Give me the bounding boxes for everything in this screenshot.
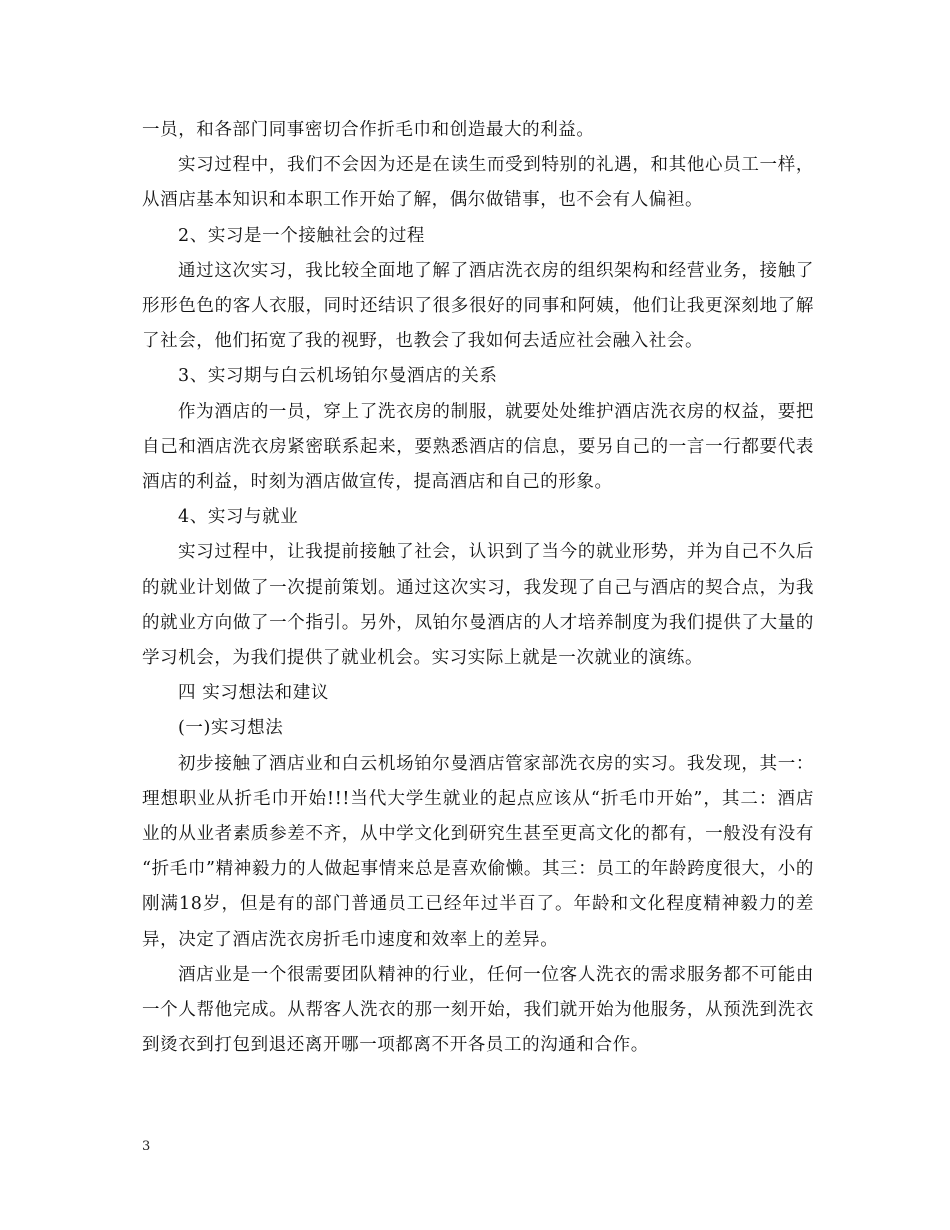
paragraph-understanding-society: 通过这次实习，我比较全面地了解了酒店洗衣房的组织架构和经营业务，接触了形形色色的客人衣服，同时还结识了很多很好的同事和阿姨，他们让我更深刻地了解了社会，他们拓宽了我的视野，也教会了我如何去适应社会融入社会。 <box>142 260 814 352</box>
paragraph-internship-treatment: 实习过程中，我们不会因为还是在读生而受到特别的礼遇，和其他心员工一样，从酒店基本知识和本职工作开始了解，偶尔做错事，也不会有人偏袒。 <box>142 155 814 211</box>
heading-hotel-relationship: 3、实习期与白云机场铂尔曼酒店的关系 <box>178 366 498 387</box>
section-heading-thoughts-suggestions: 四 实习想法和建议 <box>178 683 329 704</box>
paragraph-team-spirit: 酒店业是一个很需要团队精神的行业，任何一位客人洗衣的需求服务都不可能由一个人帮他完成。从帮客人洗衣的那一刻开始，我们就开始为他服务，从预洗到洗衣到烫衣到打包到退还离开哪一项都离不开各员工的沟通和合作。 <box>142 964 814 1056</box>
page-number: 3 <box>142 1139 151 1154</box>
subheading-internship-thoughts: (一)实习想法 <box>178 718 284 739</box>
heading-internship-society: 2、实习是一个接触社会的过程 <box>178 225 426 246</box>
paragraph-hotel-member: 作为酒店的一员，穿上了洗衣房的制服，就要处处维护酒店洗衣房的权益，要把自己和酒店洗衣房紧密联系起来，要熟悉酒店的信息，要另自己的一言一行都要代表酒店的利益，时刻为酒店做宣传，提高酒店和自己的形象。 <box>142 401 814 493</box>
paragraph-employment-planning: 实习过程中，让我提前接触了社会，认识到了当今的就业形势，并为自己不久后的就业计划做了一次提前策划。通过这次实习，我发现了自己与酒店的契合点，为我的就业方向做了一个指引。另外，凤铂尔曼酒店的人才培养制度为我们提供了大量的学习机会，为我们提供了就业机会。实习实际上就是一次就业的演练。 <box>142 542 814 669</box>
heading-internship-employment: 4、实习与就业 <box>178 507 299 528</box>
paragraph-initial-contact: 初步接触了酒店业和白云机场铂尔曼酒店管家部洗衣房的实习。我发现，其一：理想职业从折毛巾开始!!!当代大学生就业的起点应该从“折毛巾开始”，其二：酒店业的从业者素质参差不齐，从中学文化到研究生甚至更高文化的都有，一般没有没有“折毛巾”精神毅力的人做起事情来总是喜欢偷懒。其三：员工的年龄跨度很大，小的刚满18岁，但是有的部门普通员工已经年过半百了。年龄和文化程度精神毅力的差异，决定了酒店洗衣房折毛巾速度和效率上的差异。 <box>142 753 814 950</box>
document-body <box>142 113 814 1063</box>
paragraph-continuation: 一员，和各部门同事密切合作折毛巾和创造最大的利益。 <box>142 120 595 140</box>
